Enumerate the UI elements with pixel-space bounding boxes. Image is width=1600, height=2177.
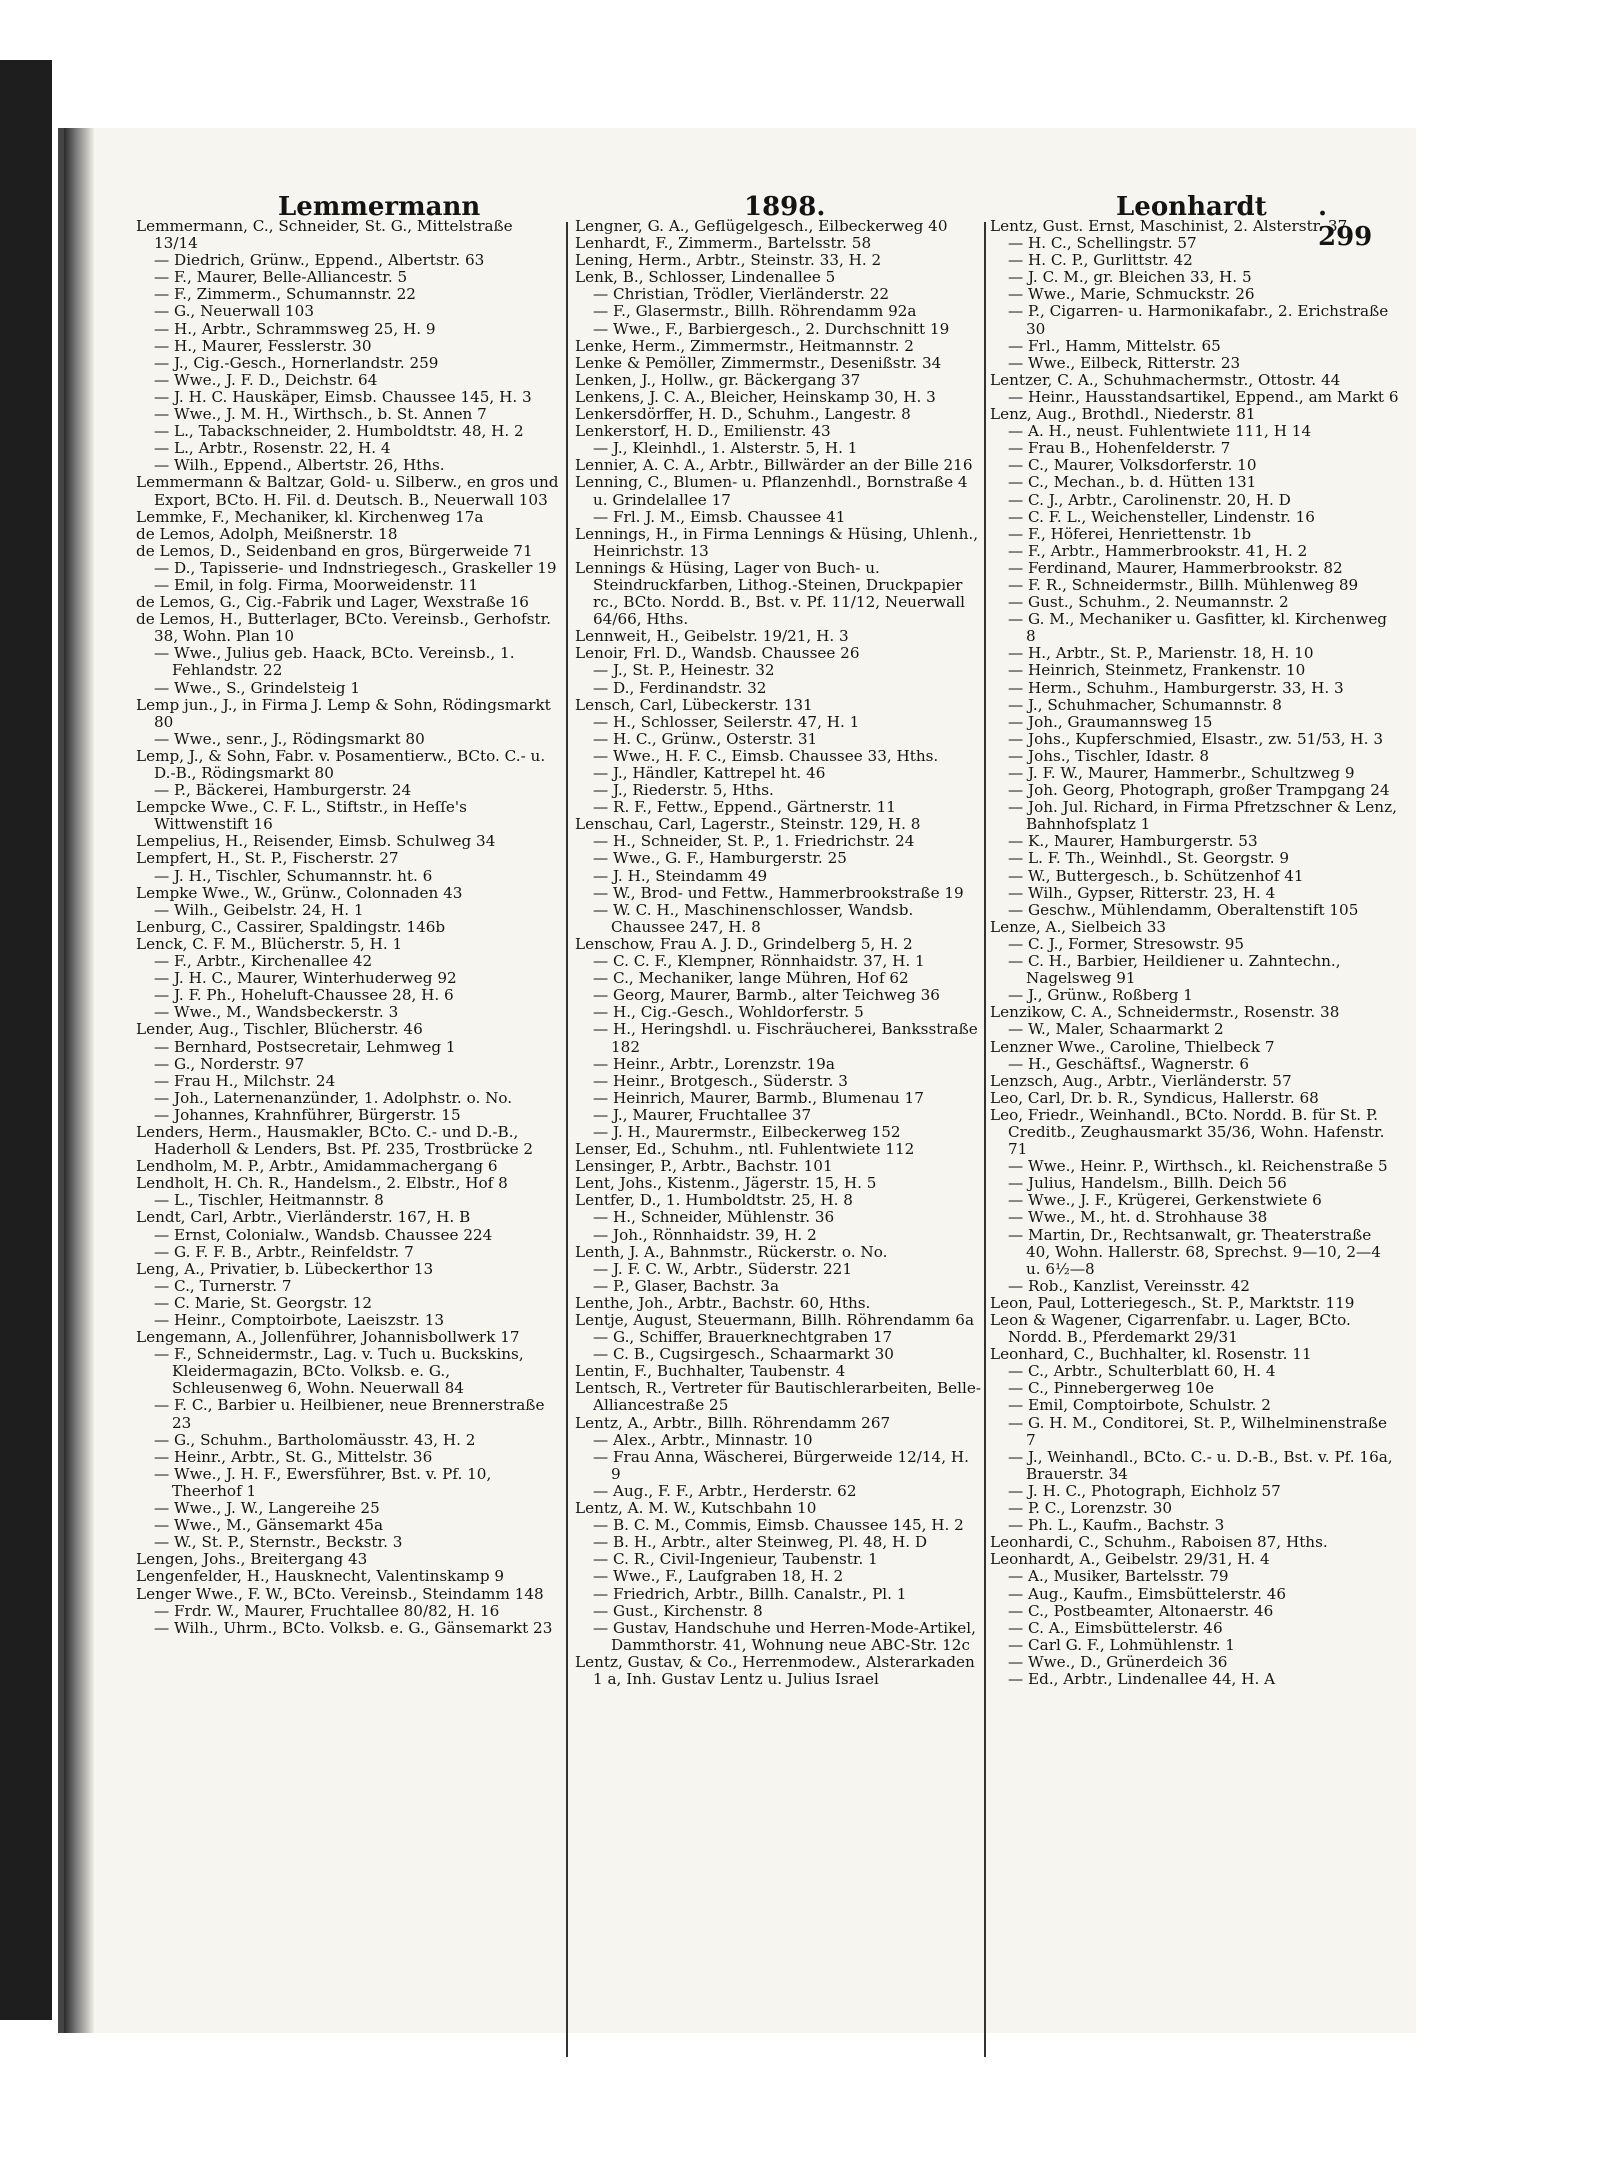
directory-entry: Lengemann, A., Jollenführer, Johannisbollwerk 17 — [136, 1329, 520, 1347]
directory-entry: Lenzner Wwe., Caroline, Thielbeck 7 — [990, 1038, 1275, 1056]
directory-entry: — Wwe., Marie, Schmuckstr. 26 — [1008, 286, 1255, 304]
directory-entry: — Heinr., Brotgesch., Süderstr. 3 — [593, 1072, 848, 1090]
directory-entry: Lennings, H., in Firma Lennings & Hüsing, Uhlenh., Heinrichstr. 13 — [575, 525, 979, 560]
directory-entry: — Wwe., G. F., Hamburgerstr. 25 — [593, 850, 847, 868]
directory-entry: — Frl. J. M., Eimsb. Chaussee 41 — [593, 508, 846, 526]
directory-entry: — Frdr. W., Maurer, Fruchtallee 80/82, H. 16 — [154, 1602, 500, 1620]
directory-entry: — Frau Anna, Wäscherei, Bürgerweide 12/14, H. 9 — [593, 1448, 969, 1483]
directory-entry: Lengenfelder, H., Hausknecht, Valentinskamp 9 — [136, 1568, 505, 1586]
previous-page-edge — [0, 60, 52, 2020]
directory-entry: Lennweit, H., Geibelstr. 19/21, H. 3 — [575, 628, 849, 646]
directory-entry: — Geschw., Mühlendamm, Oberaltenstift 105 — [1008, 901, 1359, 919]
directory-entry: — Carl G. F., Lohmühlenstr. 1 — [1008, 1636, 1235, 1654]
directory-entry: Lenkersdörffer, H. D., Schuhm., Langestr. 8 — [575, 406, 911, 424]
directory-entry: — Wwe., M., ht. d. Strohhause 38 — [1008, 1209, 1268, 1227]
directory-entry: de Lemos, Adolph, Meißnerstr. 18 — [136, 525, 398, 543]
directory-entry: Lenze, A., Sielbeich 33 — [990, 918, 1167, 936]
directory-entry: — H., Schneider, St. P., 1. Friedrichstr. 24 — [593, 833, 915, 851]
directory-entry: — Heinrich, Maurer, Barmb., Blumenau 17 — [593, 1089, 924, 1107]
directory-entry: — J. F. C. W., Arbtr., Süderstr. 221 — [593, 1260, 852, 1278]
directory-entry: — Johs., Tischler, Idastr. 8 — [1008, 747, 1210, 765]
directory-entry: Lenschow, Frau A. J. D., Grindelberg 5, H. 2 — [575, 935, 913, 953]
directory-entry: — P., Cigarren- u. Harmonikafabr., 2. Erichstraße 30 — [1008, 303, 1389, 338]
directory-entry: — Wwe., J. W., Langereihe 25 — [154, 1500, 380, 1518]
directory-entry: — G. F. F. B., Arbtr., Reinfeldstr. 7 — [154, 1243, 414, 1261]
directory-entry: — P. C., Lorenzstr. 30 — [1008, 1500, 1173, 1518]
directory-entry: — Gustav, Handschuhe und Herren-Mode-Artikel, Dammthorstr. 41, Wohnung neue ABC-Str. 12c — [593, 1619, 976, 1654]
directory-entry: Leo, Carl, Dr. b. R., Syndicus, Hallerstr. 68 — [990, 1089, 1319, 1107]
directory-entry: Lenck, C. F. M., Blücherstr. 5, H. 1 — [136, 935, 403, 953]
directory-entry: — G., Norderstr. 97 — [154, 1055, 305, 1073]
directory-entry: — Herm., Schuhm., Hamburgerstr. 33, H. 3 — [1008, 679, 1344, 697]
directory-entry: — F. R., Schneidermstr., Billh. Mühlenweg 89 — [1008, 576, 1359, 594]
directory-entry: Lenning, C., Blumen- u. Pflanzenhdl., Bornstraße 4 u. Grindelallee 17 — [575, 474, 968, 509]
directory-entry: — C. Marie, St. Georgstr. 12 — [154, 1294, 372, 1312]
directory-entry: — Johannes, Krahnführer, Bürgerstr. 15 — [154, 1106, 461, 1124]
directory-entry: Lenhardt, F., Zimmerm., Bartelsstr. 58 — [575, 235, 872, 253]
directory-entry: — J. H., Steindamm 49 — [593, 867, 768, 885]
column-divider-2 — [984, 222, 986, 2057]
directory-entry: — H. C., Grünw., Osterstr. 31 — [593, 730, 818, 748]
directory-entry: — Wwe., M., Wandsbeckerstr. 3 — [154, 1004, 399, 1022]
column-divider-1 — [566, 222, 568, 2057]
directory-entry: — F., Höferei, Henriettenstr. 1b — [1008, 525, 1252, 543]
directory-entry: — C., Turnerstr. 7 — [154, 1277, 292, 1295]
directory-entry: Lenzsch, Aug., Arbtr., Vierländerstr. 57 — [990, 1072, 1292, 1090]
directory-entry: — Heinr., Hausstandsartikel, Eppend., am Markt 6 — [1008, 388, 1399, 406]
directory-entry: Lempfert, H., St. P., Fischerstr. 27 — [136, 850, 399, 868]
directory-column-1 — [136, 218, 560, 1637]
directory-entry: — J., St. P., Heinestr. 32 — [593, 662, 775, 680]
directory-entry: — J. H. C., Maurer, Winterhuderweg 92 — [154, 970, 457, 988]
directory-entry: — Friedrich, Arbtr., Billh. Canalstr., Pl. 1 — [593, 1585, 907, 1603]
directory-entry: — P., Glaser, Bachstr. 3a — [593, 1277, 780, 1295]
directory-entry: — Aug., Kaufm., Eimsbüttelerstr. 46 — [1008, 1585, 1287, 1603]
directory-entry: Lenders, Herm., Hausmakler, BCto. C.- und D.-B., Haderholl & Lenders, Bst. Pf. 235, Trostbrücke 2 — [136, 1123, 534, 1159]
directory-entry: Lennier, A. C. A., Arbtr., Billwärder an der Bille 216 — [575, 457, 973, 475]
directory-entry: — H., Schneider, Mühlenstr. 36 — [593, 1209, 835, 1227]
directory-entry: — W., St. P., Sternstr., Beckstr. 3 — [154, 1534, 403, 1552]
directory-entry: Lemmke, F., Mechaniker, kl. Kirchenweg 17a — [136, 508, 484, 526]
directory-entry: — J., Kleinhdl., 1. Alsterstr. 5, H. 1 — [593, 440, 858, 458]
directory-entry: Lentfer, D., 1. Humboldtstr. 25, H. 8 — [575, 1192, 853, 1210]
directory-entry: Leon, Paul, Lotteriegesch., St. P., Marktstr. 119 — [990, 1294, 1355, 1312]
directory-entry: — H., Heringshdl. u. Fischräucherei, Banksstraße 182 — [593, 1021, 978, 1056]
directory-entry: Lent, Johs., Kistenm., Jägerstr. 15, H. 5 — [575, 1175, 877, 1193]
directory-entry: — Wwe., J. H. F., Ewersführer, Bst. v. Pf. 10, Theerhof 1 — [154, 1465, 492, 1500]
directory-entry: — Frau B., Hohenfelderstr. 7 — [1008, 440, 1231, 458]
directory-entry: Lentzer, C. A., Schuhmachermstr., Ottostr. 44 — [990, 371, 1341, 389]
directory-entry: — Johs., Kupferschmied, Elsastr., zw. 51/53, H. 3 — [1008, 730, 1383, 748]
directory-entry: — G., Schiffer, Brauerknechtgraben 17 — [593, 1329, 893, 1347]
directory-entry: Lempelius, H., Reisender, Eimsb. Schulweg 34 — [136, 833, 496, 851]
directory-entry: — W., Maler, Schaarmarkt 2 — [1008, 1021, 1224, 1039]
page-number: . 299 — [1318, 192, 1373, 252]
directory-entry: — Joh. Georg, Photograph, großer Trampgang 24 — [1008, 782, 1390, 800]
directory-entry: — Wwe., J. F., Krügerei, Gerkenstwiete 6 — [1008, 1192, 1322, 1210]
directory-entry: — J. H., Tischler, Schumannstr. ht. 6 — [154, 867, 433, 885]
directory-entry: — J., Händler, Kattrepel ht. 46 — [593, 765, 826, 782]
directory-entry: — Ernst, Colonialw., Wandsb. Chaussee 224 — [154, 1226, 493, 1244]
directory-entry: — B. H., Arbtr., alter Steinweg, Pl. 48, H. D — [593, 1534, 928, 1552]
directory-entry: — F., Zimmerm., Schumannstr. 22 — [154, 286, 416, 304]
directory-entry: — J. C. M., gr. Bleichen 33, H. 5 — [1008, 269, 1252, 287]
directory-entry: — Wwe., J. F. D., Deichstr. 64 — [154, 371, 378, 389]
directory-entry: — C., Mechaniker, lange Mühren, Hof 62 — [593, 970, 909, 988]
directory-entry: Lenkens, J. C. A., Bleicher, Heinskamp 30, H. 3 — [575, 388, 936, 406]
directory-entry: Lenth, J. A., Bahnmstr., Rückerstr. o. No. — [575, 1243, 888, 1261]
directory-entry: — F., Maurer, Belle-Alliancestr. 5 — [154, 269, 408, 287]
directory-entry: — Joh., Graumannsweg 15 — [1008, 713, 1213, 731]
directory-entry: — Wwe., J. M. H., Wirthsch., b. St. Annen 7 — [154, 406, 487, 424]
directory-entry: Lenger Wwe., F. W., BCto. Vereinsb., Steindamm 148 — [136, 1585, 544, 1603]
directory-entry: Lenke & Pemöller, Zimmermstr., Desenißstr. 34 — [575, 354, 942, 372]
directory-entry: — J., Schuhmacher, Schumannstr. 8 — [1008, 696, 1282, 714]
directory-entry: Leonhardi, C., Schuhm., Raboisen 87, Hths. — [990, 1534, 1328, 1552]
directory-entry: — Wilh., Uhrm., BCto. Volksb. e. G., Gänsemarkt 23 — [154, 1619, 553, 1637]
directory-entry: — J., Cig.-Gesch., Hornerlandstr. 259 — [154, 354, 439, 372]
directory-entry: — R. F., Fettw., Eppend., Gärtnerstr. 11 — [593, 799, 896, 817]
directory-entry: Lentz, A. M. W., Kutschbahn 10 — [575, 1500, 817, 1518]
directory-entry: — Wwe., F., Barbiergesch., 2. Durchschnitt 19 — [593, 320, 950, 338]
directory-entry: — G. H. M., Conditorei, St. P., Wilhelminenstraße 7 — [1008, 1414, 1387, 1449]
directory-entry: — C., Postbeamter, Altonaerstr. 46 — [1008, 1602, 1274, 1620]
book-spine-shadow — [64, 128, 94, 2033]
directory-entry: Lendholt, H. Ch. R., Handelsm., 2. Elbstr., Hof 8 — [136, 1175, 508, 1193]
directory-entry: — C., Maurer, Volksdorferstr. 10 — [1008, 457, 1257, 475]
directory-entry: Lenz, Aug., Brothdl., Niederstr. 81 — [990, 406, 1256, 424]
directory-entry: — H., Schlosser, Seilerstr. 47, H. 1 — [593, 713, 860, 731]
directory-entry: — Gust., Schuhm., 2. Neumannstr. 2 — [1008, 594, 1289, 612]
directory-entry: — Emil, in folg. Firma, Moorweidenstr. 11 — [154, 576, 479, 594]
directory-entry: — C. F. L., Weichensteller, Lindenstr. 16 — [1008, 508, 1315, 526]
directory-entry: Lentje, August, Steuermann, Billh. Röhrendamm 6a — [575, 1312, 974, 1329]
directory-entry: Lenzikow, C. A., Schneidermstr., Rosenstr. 38 — [990, 1004, 1340, 1022]
directory-entry: — W., Brod- und Fettw., Hammerbrookstraße 19 — [593, 884, 964, 902]
directory-entry: Lenthe, Joh., Arbtr., Bachstr. 60, Hths. — [575, 1294, 871, 1312]
directory-entry: Lensch, Carl, Lübeckerstr. 131 — [575, 696, 813, 714]
directory-entry: — Heinrich, Steinmetz, Frankenstr. 10 — [1008, 662, 1306, 680]
directory-column-2 — [575, 218, 983, 1688]
directory-entry: — Wwe., S., Grindelsteig 1 — [154, 679, 360, 697]
directory-entry: de Lemos, H., Butterlager, BCto. Vereinsb., Gerhofstr. 38, Wohn. Plan 10 — [136, 611, 551, 646]
directory-entry: — Frl., Hamm, Mittelstr. 65 — [1008, 337, 1221, 355]
directory-entry: Lentz, Gustav, & Co., Herrenmodew., Alsterarkaden 1 a, Inh. Gustav Lentz u. Julius Israel — [575, 1653, 975, 1688]
directory-entry: — Martin, Dr., Rechtsanwalt, gr. Theaterstraße 40, Wohn. Hallerstr. 68, Sprechst. 9—10, 2—4 u. 6½—8 — [1008, 1226, 1381, 1278]
directory-entry: — Wwe., Heinr. P., Wirthsch., kl. Reichenstraße 5 — [1008, 1158, 1388, 1176]
directory-entry: — Frau H., Milchstr. 24 — [154, 1072, 336, 1090]
directory-entry: — A. H., neust. Fuhlentwiete 111, H 14 — [1008, 423, 1312, 441]
directory-entry: Lenk, B., Schlosser, Lindenallee 5 — [575, 269, 836, 287]
directory-entry: — Alex., Arbtr., Minnastr. 10 — [593, 1431, 813, 1449]
directory-entry: — F., Schneidermstr., Lag. v. Tuch u. Buckskins, Kleidermagazin, BCto. Volksb. e. G., Schleusenweg 6, Wohn. Neuerwall 84 — [154, 1346, 524, 1398]
directory-entry: Lenkerstorf, H. D., Emilienstr. 43 — [575, 423, 831, 441]
directory-entry: Leonhardt, A., Geibelstr. 29/31, H. 4 — [990, 1551, 1270, 1569]
directory-entry: Lemmermann, C., Schneider, St. G., Mittelstraße 13/14 — [136, 218, 513, 253]
directory-entry: — Joh. Jul. Richard, in Firma Pfretzschner & Lenz, Bahnhofsplatz 1 — [1008, 799, 1397, 834]
directory-entry: — D., Ferdinandstr. 32 — [593, 679, 767, 697]
directory-entry: — Wwe., Eilbeck, Ritterstr. 23 — [1008, 354, 1241, 372]
directory-entry: — J. H. C. Hauskäper, Eimsb. Chaussee 145, H. 3 — [154, 388, 532, 406]
directory-entry: de Lemos, D., Seidenband en gros, Bürgerweide 71 — [136, 542, 533, 560]
directory-entry: — J., Maurer, Fruchtallee 37 — [593, 1106, 812, 1124]
directory-entry: — C. H., Barbier, Heildiener u. Zahntechn., Nagelsweg 91 — [1008, 953, 1341, 988]
directory-entry: Lentin, F., Buchhalter, Taubenstr. 4 — [575, 1363, 846, 1381]
header-right-word: Leonhardt — [1116, 192, 1267, 222]
directory-entry: — W., Buttergesch., b. Schützenhof 41 — [1008, 867, 1304, 885]
directory-entry: — Wwe., M., Gänsemarkt 45a — [154, 1517, 384, 1535]
directory-entry: — Wwe., F., Laufgraben 18, H. 2 — [593, 1568, 844, 1586]
directory-entry: — H. C. P., Gurlittstr. 42 — [1008, 252, 1193, 270]
directory-entry: — H., Maurer, Fesslerstr. 30 — [154, 337, 372, 355]
directory-entry: Lemp, J., & Sohn, Fabr. v. Posamentierw., BCto. C.- u. D.-B., Rödingsmarkt 80 — [136, 747, 546, 782]
directory-entry: Lening, Herm., Arbtr., Steinstr. 33, H. 2 — [575, 252, 882, 270]
directory-entry: Lenke, Herm., Zimmermstr., Heitmannstr. 2 — [575, 337, 914, 355]
directory-entry: — C. J., Former, Stresowstr. 95 — [1008, 935, 1245, 953]
directory-entry: Lemmermann & Baltzar, Gold- u. Silberw., en gros und Export, BCto. H. Fil. d. Deutsch. B., Neuerwall 103 — [136, 474, 559, 509]
directory-entry: — C., Mechan., b. d. Hütten 131 — [1008, 474, 1257, 492]
directory-entry: Lentz, A., Arbtr., Billh. Röhrendamm 267 — [575, 1414, 891, 1432]
directory-entry: — G. M., Mechaniker u. Gasfitter, kl. Kirchenweg 8 — [1008, 611, 1388, 646]
directory-entry: — P., Bäckerei, Hamburgerstr. 24 — [154, 782, 412, 800]
directory-entry: — Ph. L., Kaufm., Bachstr. 3 — [1008, 1517, 1225, 1535]
directory-entry: — F. C., Barbier u. Heilbiener, neue Brennerstraße 23 — [154, 1397, 545, 1432]
directory-entry: — D., Tapisserie- und Indnstriegesch., Graskeller 19 — [154, 559, 557, 577]
directory-entry: — J., Weinhandl., BCto. C.- u. D.-B., Bst. v. Pf. 16a, Brauerstr. 34 — [1008, 1448, 1393, 1483]
directory-entry: — W. C. H., Maschinenschlosser, Wandsb. Chaussee 247, H. 8 — [593, 901, 914, 936]
directory-entry: — F., Glasermstr., Billh. Röhrendamm 92a — [593, 303, 917, 321]
directory-entry: — L. F. Th., Weinhdl., St. Georgstr. 9 — [1008, 850, 1290, 868]
directory-entry: — L., Arbtr., Rosenstr. 22, H. 4 — [154, 440, 391, 458]
directory-entry: — J. F. Ph., Hoheluft-Chaussee 28, H. 6 — [154, 987, 454, 1005]
directory-entry: Leng, A., Privatier, b. Lübeckerthor 13 — [136, 1260, 434, 1278]
directory-entry: — Heinr., Comptoirbote, Laeiszstr. 13 — [154, 1312, 445, 1329]
directory-entry: Lensinger, P., Arbtr., Bachstr. 101 — [575, 1158, 833, 1176]
directory-entry: — Georg, Maurer, Barmb., alter Teichweg 36 — [593, 987, 940, 1005]
directory-entry: Leo, Friedr., Weinhandl., BCto. Nordd. B. für St. P. Creditb., Zeughausmarkt 35/36, Wohn. Hafenstr. 71 — [990, 1106, 1385, 1159]
directory-entry: — Wwe., Julius geb. Haack, BCto. Vereinsb., 1. Fehlandstr. 22 — [154, 645, 515, 680]
directory-entry: — C. J., Arbtr., Carolinenstr. 20, H. D — [1008, 491, 1291, 509]
directory-entry: — Wwe., H. F. C., Eimsb. Chaussee 33, Hths. — [593, 747, 939, 765]
directory-entry: Lemp jun., J., in Firma J. Lemp & Sohn, Rödingsmarkt 80 — [136, 696, 551, 731]
directory-entry: Lenoir, Frl. D., Wandsb. Chaussee 26 — [575, 645, 860, 663]
directory-entry: — Christian, Trödler, Vierländerstr. 22 — [593, 286, 890, 304]
directory-entry: — C. B., Cugsirgesch., Schaarmarkt 30 — [593, 1346, 894, 1364]
directory-entry: — C., Arbtr., Schulterblatt 60, H. 4 — [1008, 1363, 1276, 1381]
directory-entry: — Emil, Comptoirbote, Schulstr. 2 — [1008, 1397, 1271, 1415]
directory-entry: Lengen, Johs., Breitergang 43 — [136, 1551, 368, 1569]
directory-entry: — C., Pinnebergerweg 10e — [1008, 1380, 1214, 1398]
directory-entry: — K., Maurer, Hamburgerstr. 53 — [1008, 833, 1258, 851]
directory-entry: — Julius, Handelsm., Billh. Deich 56 — [1008, 1175, 1287, 1193]
directory-entry: — C. A., Eimsbüttelerstr. 46 — [1008, 1619, 1223, 1637]
directory-entry: — J., Riederstr. 5, Hths. — [593, 782, 774, 800]
directory-entry: — G., Schuhm., Bartholomäusstr. 43, H. 2 — [154, 1431, 476, 1449]
directory-entry: Lenken, J., Hollw., gr. Bäckergang 37 — [575, 371, 861, 389]
directory-entry: Lendholm, M. P., Arbtr., Amidammachergang 6 — [136, 1158, 498, 1176]
directory-entry: de Lemos, G., Cig.-Fabrik und Lager, Wexstraße 16 — [136, 594, 529, 612]
directory-entry: — Wilh., Gypser, Ritterstr. 23, H. 4 — [1008, 884, 1276, 902]
directory-entry: — F., Arbtr., Hammerbrookstr. 41, H. 2 — [1008, 542, 1308, 560]
directory-entry: — J. F. W., Maurer, Hammerbr., Schultzweg 9 — [1008, 765, 1355, 782]
directory-entry: — Joh., Laternenanzünder, 1. Adolphstr. o. No. — [154, 1089, 513, 1107]
directory-entry: — Wwe., senr., J., Rödingsmarkt 80 — [154, 730, 425, 748]
directory-entry: — H. C., Schellingstr. 57 — [1008, 235, 1197, 253]
directory-entry: — F., Arbtr., Kirchenallee 42 — [154, 953, 373, 971]
directory-entry: — L., Tabackschneider, 2. Humboldtstr. 48, H. 2 — [154, 423, 524, 441]
directory-entry: Lenburg, C., Cassirer, Spaldingstr. 146b — [136, 918, 446, 936]
directory-entry: Leonhard, C., Buchhalter, kl. Rosenstr. 11 — [990, 1346, 1312, 1364]
directory-column-3 — [990, 218, 1400, 1688]
directory-entry: — G., Neuerwall 103 — [154, 303, 314, 321]
directory-entry: — Gust., Kirchenstr. 8 — [593, 1602, 763, 1620]
header-year: 1898. — [744, 192, 826, 222]
directory-entry: — Wilh., Eppend., Albertstr. 26, Hths. — [154, 457, 445, 475]
directory-entry: — Joh., Rönnhaidstr. 39, H. 2 — [593, 1226, 817, 1244]
directory-entry: — H., Arbtr., St. P., Marienstr. 18, H. 10 — [1008, 645, 1314, 663]
directory-entry: — Heinr., Arbtr., Lorenzstr. 19a — [593, 1055, 835, 1073]
directory-entry: Lendt, Carl, Arbtr., Vierländerstr. 167, H. B — [136, 1209, 471, 1227]
directory-entry: — J. H., Maurermstr., Eilbeckerweg 152 — [593, 1123, 901, 1141]
directory-entry: — Ed., Arbtr., Lindenallee 44, H. A — [1008, 1670, 1276, 1688]
directory-entry: — Diedrich, Grünw., Eppend., Albertstr. 63 — [154, 252, 485, 270]
directory-entry: — Heinr., Arbtr., St. G., Mittelstr. 36 — [154, 1448, 433, 1466]
directory-entry: Lender, Aug., Tischler, Blücherstr. 46 — [136, 1021, 423, 1039]
directory-entry: — Ferdinand, Maurer, Hammerbrookstr. 82 — [1008, 559, 1343, 577]
directory-entry: — Wwe., D., Grünerdeich 36 — [1008, 1653, 1228, 1671]
directory-entry: — H., Cig.-Gesch., Wohldorferstr. 5 — [593, 1004, 864, 1022]
directory-entry: Lentsch, R., Vertreter für Bautischlerarbeiten, Belle-Alliancestraße 25 — [575, 1380, 981, 1415]
directory-entry: — J., Grünw., Roßberg 1 — [1008, 987, 1193, 1005]
directory-entry: — B. C. M., Commis, Eimsb. Chaussee 145, H. 2 — [593, 1517, 964, 1535]
directory-entry: Lenser, Ed., Schuhm., ntl. Fuhlentwiete 112 — [575, 1141, 915, 1159]
directory-entry: Lentz, Gust. Ernst, Maschinist, 2. Alsterstr. 37 — [990, 218, 1348, 235]
directory-entry: — Wilh., Geibelstr. 24, H. 1 — [154, 901, 364, 919]
header-left-word: Lemmermann — [278, 192, 481, 222]
directory-entry: Lenschau, Carl, Lagerstr., Steinstr. 129, H. 8 — [575, 816, 921, 834]
directory-entry: — L., Tischler, Heitmannstr. 8 — [154, 1192, 384, 1210]
directory-entry: — H., Arbtr., Schrammsweg 25, H. 9 — [154, 320, 436, 338]
directory-entry: — Aug., F. F., Arbtr., Herderstr. 62 — [593, 1482, 857, 1500]
directory-entry: Lennings & Hüsing, Lager von Buch- u. Steindruckfarben, Lithog.-Steinen, Druckpapier rc., BCto. Nordd. B., Bst. v. Pf. 11/12, Neuerwall 64/66, Hths. — [575, 559, 965, 629]
directory-entry: — Bernhard, Postsecretair, Lehmweg 1 — [154, 1038, 456, 1056]
directory-entry: Leon & Wagener, Cigarrenfabr. u. Lager, BCto. Nordd. B., Pferdemarkt 29/31 — [990, 1312, 1351, 1347]
directory-entry: — J. H. C., Photograph, Eichholz 57 — [1008, 1482, 1281, 1500]
directory-entry: Lengner, G. A., Geflügelgesch., Eilbeckerweg 40 — [575, 218, 948, 235]
directory-entry: Lempke Wwe., W., Grünw., Colonnaden 43 — [136, 884, 463, 902]
directory-entry: — Rob., Kanzlist, Vereinsstr. 42 — [1008, 1277, 1250, 1295]
directory-entry: — C. R., Civil-Ingenieur, Taubenstr. 1 — [593, 1551, 878, 1569]
directory-entry: — A., Musiker, Bartelsstr. 79 — [1008, 1568, 1229, 1586]
directory-entry: Lempcke Wwe., C. F. L., Stiftstr., in Heſſe's Wittwenstift 16 — [136, 799, 467, 834]
directory-entry: — H., Geschäftsf., Wagnerstr. 6 — [1008, 1055, 1249, 1073]
directory-entry: — C. C. F., Klempner, Rönnhaidstr. 37, H. 1 — [593, 953, 925, 971]
